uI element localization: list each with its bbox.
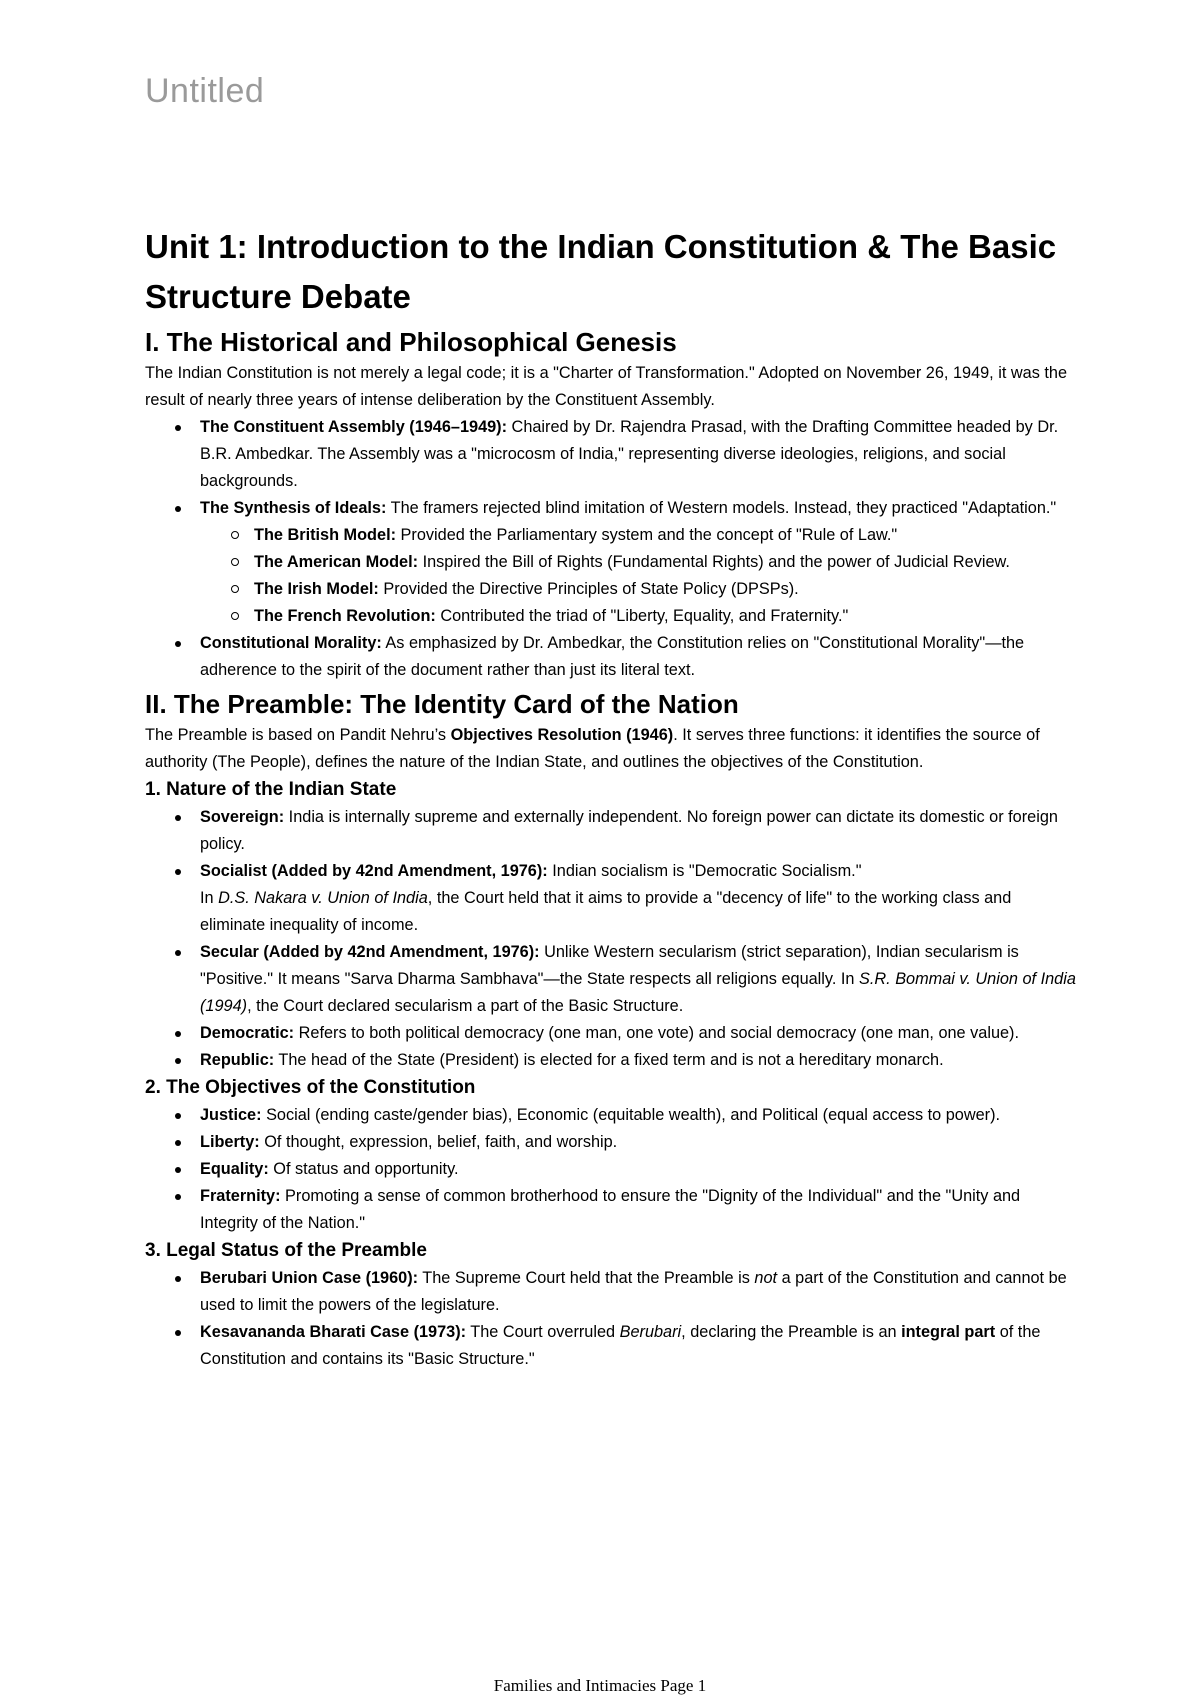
item-bold: integral part bbox=[901, 1323, 996, 1341]
item-text: of the Constitution and contains its "Basic Structure." bbox=[200, 1323, 1041, 1368]
list-item bbox=[145, 1047, 1080, 1074]
list-item bbox=[200, 549, 1080, 576]
case-name: D.S. Nakara v. Union of India bbox=[218, 889, 428, 907]
item-term: The Synthesis of Ideals: bbox=[200, 499, 387, 517]
list-item bbox=[145, 939, 1080, 1020]
item-text: a part of the Constitution and cannot be used to limit the powers of the legislature. bbox=[200, 1269, 1067, 1314]
list-item bbox=[145, 1102, 1080, 1129]
list-item bbox=[145, 630, 1080, 684]
models-list bbox=[200, 522, 1080, 630]
item-term: Sovereign: bbox=[200, 808, 285, 826]
item-term: Justice: bbox=[200, 1106, 262, 1124]
intro-bold: Objectives Resolution (1946) bbox=[450, 726, 674, 744]
item-term: Fraternity: bbox=[200, 1187, 281, 1205]
item-text: Refers to both political democracy (one man, one vote) and social democracy (one man, one value). bbox=[294, 1024, 1019, 1042]
case-name: Berubari bbox=[619, 1323, 682, 1341]
item-term: Liberty: bbox=[200, 1133, 260, 1151]
item-text: Inspired the Bill of Rights (Fundamental Rights) and the power of Judicial Review. bbox=[418, 553, 1010, 571]
list-item bbox=[145, 1319, 1080, 1373]
list-item bbox=[145, 804, 1080, 858]
section-1-heading: I. The Historical and Philosophical Genesis bbox=[145, 327, 677, 357]
item-text: Of status and opportunity. bbox=[268, 1160, 459, 1178]
item-term: Constitutional Morality: bbox=[200, 634, 382, 652]
list-item bbox=[145, 1129, 1080, 1156]
list-item bbox=[200, 522, 1080, 549]
list-item bbox=[145, 1156, 1080, 1183]
page-title: Untitled bbox=[145, 72, 265, 110]
item-term: Berubari Union Case (1960): bbox=[200, 1269, 419, 1287]
list-item bbox=[200, 603, 1080, 630]
item-term: The Irish Model: bbox=[254, 580, 379, 598]
list-item bbox=[200, 576, 1080, 603]
intro-text: The Preamble is based on Pandit Nehru’s bbox=[145, 726, 451, 744]
item-text: Unlike Western secularism (strict separation), Indian secularism is "Positive." It means "Sarva Dharma Sambhava"—the State respects all religions equally. In bbox=[200, 943, 1019, 988]
section-1-list bbox=[145, 414, 1080, 684]
section-1-intro: The Indian Constitution is not merely a legal code; it is a "Charter of Transformation." Adopted on November 26, 1949, it was the result of nearly three years of intense deliberation by the Constituent Assembly. bbox=[145, 364, 1067, 409]
list-item bbox=[145, 1020, 1080, 1047]
item-text: , declaring the Preamble is an bbox=[681, 1323, 902, 1341]
item-term: The French Revolution: bbox=[254, 607, 436, 625]
item-text: Chaired by Dr. Rajendra Prasad, with the Drafting Committee headed by Dr. B.R. Ambedkar. The Assembly was a "microcosm of India," representing diverse ideologies, religions, and social backgrounds. bbox=[200, 418, 1059, 490]
list-item bbox=[145, 414, 1080, 495]
subsection-2-heading: 2. The Objectives of the Constitution bbox=[145, 1077, 476, 1098]
list-item bbox=[145, 495, 1080, 630]
objectives-list bbox=[145, 1102, 1080, 1237]
item-text: Contributed the triad of "Liberty, Equality, and Fraternity." bbox=[435, 607, 849, 625]
subsection-3-heading: 3. Legal Status of the Preamble bbox=[145, 1240, 427, 1261]
item-text: In bbox=[200, 889, 219, 907]
section-2-intro bbox=[145, 722, 1080, 776]
item-text: Promoting a sense of common brotherhood to ensure the "Dignity of the Individual" and the "Unity and Integrity of the Nation." bbox=[200, 1187, 1021, 1232]
item-text: As emphasized by Dr. Ambedkar, the Constitution relies on "Constitutional Morality"—the adherence to the spirit of the document rather than just its literal text. bbox=[200, 634, 1025, 679]
item-term: Republic: bbox=[200, 1051, 275, 1069]
page-footer: Families and Intimacies Page 1 bbox=[493, 1676, 707, 1695]
item-term: Equality: bbox=[200, 1160, 269, 1178]
nature-list bbox=[145, 804, 1080, 1074]
item-text: Provided the Directive Principles of State Policy (DPSPs). bbox=[378, 580, 799, 598]
intro-text: . It serves three functions: it identifies the source of authority (The People), defines the nature of the Indian State, and outlines the objectives of the Constitution. bbox=[145, 726, 1040, 771]
item-term: The American Model: bbox=[254, 553, 419, 571]
list-item bbox=[145, 1265, 1080, 1319]
item-text: The Court overruled bbox=[466, 1323, 620, 1341]
item-term: Secular (Added by 42nd Amendment, 1976): bbox=[200, 943, 540, 961]
item-text: The Supreme Court held that the Preamble is bbox=[418, 1269, 755, 1287]
item-text: , the Court declared secularism a part of the Basic Structure. bbox=[247, 997, 684, 1015]
item-term: Kesavananda Bharati Case (1973): bbox=[200, 1323, 467, 1341]
item-text: Indian socialism is "Democratic Socialism." bbox=[547, 862, 862, 880]
item-text: Social (ending caste/gender bias), Economic (equitable wealth), and Political (equal access to power). bbox=[261, 1106, 1001, 1124]
list-item bbox=[145, 858, 1080, 939]
item-text: , the Court held that it aims to provide a "decency of life" to the working class and eliminate inequality of income. bbox=[200, 889, 1012, 934]
item-text: Of thought, expression, belief, faith, and worship. bbox=[259, 1133, 618, 1151]
section-2-heading: II. The Preamble: The Identity Card of the Nation bbox=[145, 689, 739, 719]
item-text: The head of the State (President) is elected for a fixed term and is not a hereditary monarch. bbox=[274, 1051, 944, 1069]
item-text: The framers rejected blind imitation of Western models. Instead, they practiced "Adaptation." bbox=[386, 499, 1057, 517]
list-item bbox=[145, 1183, 1080, 1237]
document-body bbox=[145, 222, 1080, 1373]
case-name: S.R. Bommai v. Union of India (1994) bbox=[200, 970, 1076, 1015]
item-text: India is internally supreme and externally independent. No foreign power can dictate its domestic or foreign policy. bbox=[200, 808, 1058, 853]
item-term: Democratic: bbox=[200, 1024, 295, 1042]
subsection-1-heading: 1. Nature of the Indian State bbox=[145, 779, 397, 800]
item-term: The British Model: bbox=[254, 526, 397, 544]
unit-heading: Unit 1: Introduction to the Indian Constitution & The Basic Structure Debate bbox=[145, 228, 1057, 315]
emphasis: not bbox=[754, 1269, 778, 1287]
item-term: The Constituent Assembly (1946–1949): bbox=[200, 418, 508, 436]
legal-status-list bbox=[145, 1265, 1080, 1373]
item-term: Socialist (Added by 42nd Amendment, 1976): bbox=[200, 862, 548, 880]
item-text: Provided the Parliamentary system and the concept of "Rule of Law." bbox=[396, 526, 898, 544]
